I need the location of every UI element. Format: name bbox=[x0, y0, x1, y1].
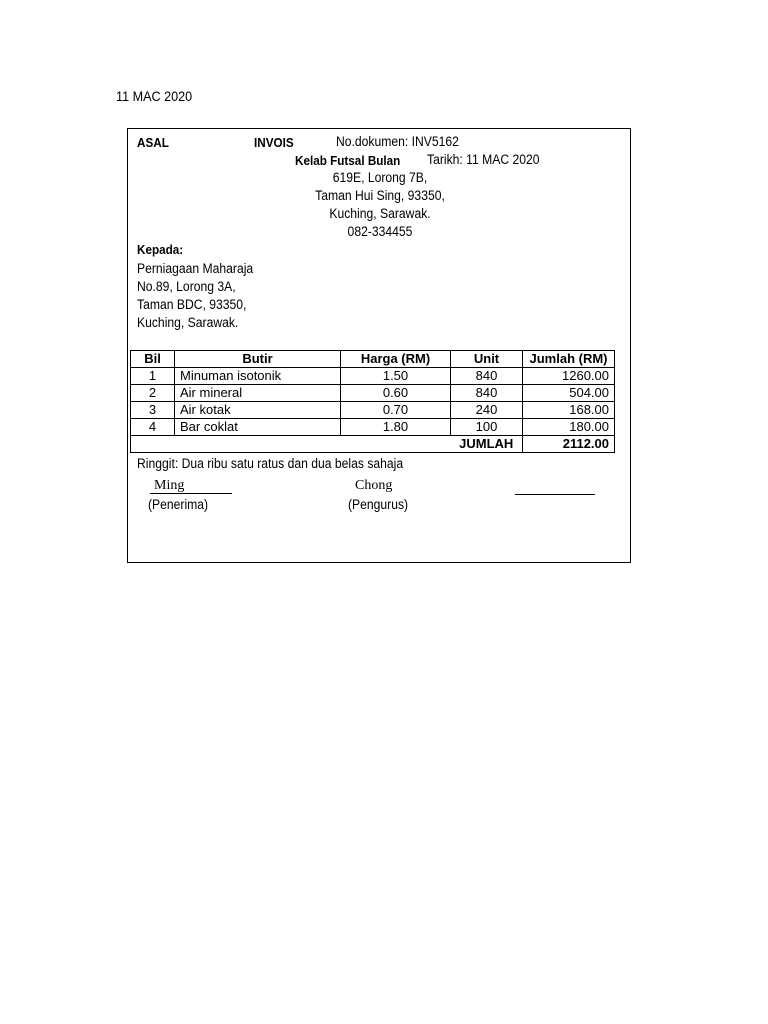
cell-bil: 1 bbox=[131, 368, 175, 385]
table-row bbox=[131, 368, 615, 385]
cell-jumlah: 1260.00 bbox=[523, 368, 615, 385]
doc-number: No.dokumen: INV5162 bbox=[336, 134, 459, 149]
club-name: Kelab Futsal Bulan bbox=[295, 153, 401, 168]
table-header-row bbox=[131, 351, 615, 368]
document-date: 11 MAC 2020 bbox=[116, 88, 193, 104]
cell-unit: 100 bbox=[451, 419, 523, 436]
table-row bbox=[131, 385, 615, 402]
cell-jumlah: 168.00 bbox=[523, 402, 615, 419]
club-address bbox=[240, 169, 520, 241]
total-value: 2112.00 bbox=[523, 436, 615, 453]
receiver-role: (Penerima) bbox=[148, 497, 209, 512]
copy-label: ASAL bbox=[137, 135, 169, 150]
third-signature-line bbox=[515, 494, 595, 495]
receiver-signature-line bbox=[150, 493, 232, 494]
recipient-address bbox=[137, 260, 253, 332]
recipient-line: Kuching, Sarawak. bbox=[137, 315, 239, 330]
col-header-unit: Unit bbox=[451, 351, 523, 368]
col-header-jumlah: Jumlah (RM) bbox=[523, 351, 615, 368]
table-row bbox=[131, 402, 615, 419]
amount-in-words: Ringgit: Dua ribu satu ratus dan dua belas sahaja bbox=[137, 456, 404, 471]
cell-jumlah: 504.00 bbox=[523, 385, 615, 402]
recipient-line: No.89, Lorong 3A, bbox=[137, 279, 236, 294]
recipient-line: Perniagaan Maharaja bbox=[137, 261, 254, 276]
manager-signature: Chong bbox=[355, 478, 393, 493]
address-line: 082-334455 bbox=[347, 224, 413, 239]
cell-jumlah: 180.00 bbox=[523, 419, 615, 436]
cell-unit: 240 bbox=[451, 402, 523, 419]
doc-type: INVOIS bbox=[254, 135, 294, 150]
total-label: JUMLAH bbox=[451, 436, 523, 453]
cell-bil: 4 bbox=[131, 419, 175, 436]
cell-butir: Bar coklat bbox=[175, 419, 341, 436]
cell-harga: 1.80 bbox=[341, 419, 451, 436]
cell-unit: 840 bbox=[451, 385, 523, 402]
total-row bbox=[131, 436, 615, 453]
col-header-butir: Butir bbox=[175, 351, 341, 368]
cell-butir: Air mineral bbox=[175, 385, 341, 402]
cell-harga: 0.60 bbox=[341, 385, 451, 402]
invoice-date: Tarikh: 11 MAC 2020 bbox=[427, 152, 540, 167]
total-spacer bbox=[131, 436, 451, 453]
cell-harga: 1.50 bbox=[341, 368, 451, 385]
col-header-harga: Harga (RM) bbox=[341, 351, 451, 368]
cell-bil: 3 bbox=[131, 402, 175, 419]
cell-harga: 0.70 bbox=[341, 402, 451, 419]
cell-butir: Air kotak bbox=[175, 402, 341, 419]
address-line: 619E, Lorong 7B, bbox=[332, 170, 428, 185]
recipient-line: Taman BDC, 93350, bbox=[137, 297, 247, 312]
table-row bbox=[131, 419, 615, 436]
receiver-signature: Ming bbox=[154, 478, 185, 493]
cell-butir: Minuman isotonik bbox=[175, 368, 341, 385]
address-line: Kuching, Sarawak. bbox=[329, 206, 431, 221]
manager-role: (Pengurus) bbox=[348, 497, 409, 512]
items-table bbox=[130, 350, 615, 453]
cell-bil: 2 bbox=[131, 385, 175, 402]
cell-unit: 840 bbox=[451, 368, 523, 385]
col-header-bil: Bil bbox=[131, 351, 175, 368]
address-line: Taman Hui Sing, 93350, bbox=[315, 188, 445, 203]
recipient-label: Kepada: bbox=[137, 242, 184, 257]
